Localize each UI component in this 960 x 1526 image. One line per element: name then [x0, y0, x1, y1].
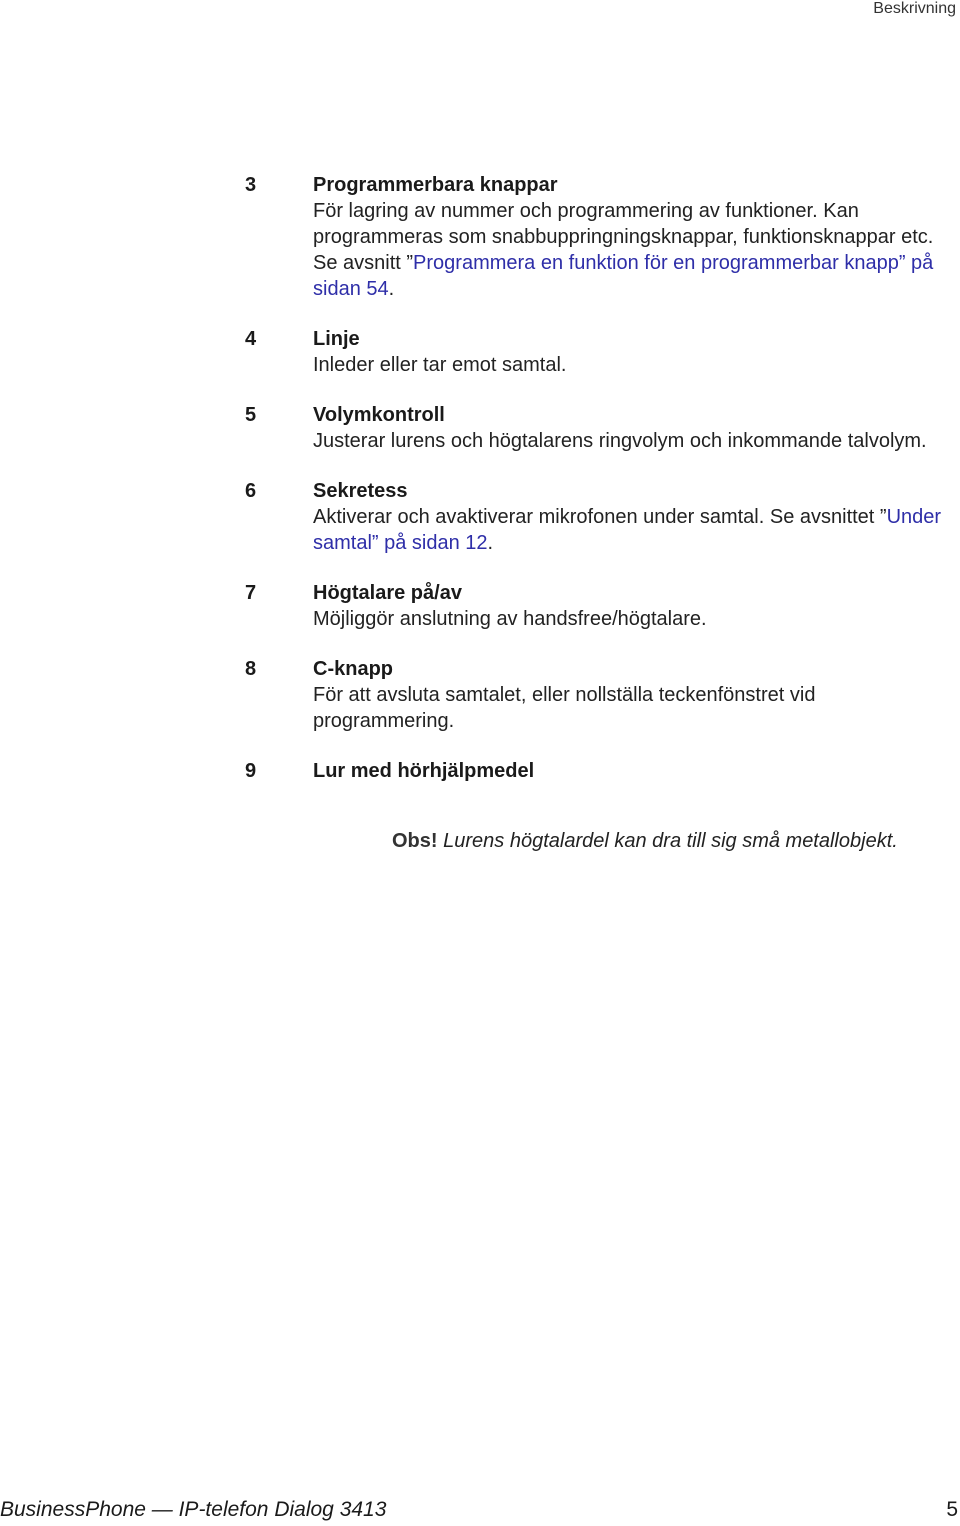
- item-description: Möjliggör anslutning av handsfree/högtalare.: [313, 608, 707, 630]
- item-title: Sekretess: [313, 480, 408, 502]
- list-item: [245, 326, 945, 378]
- item-description: Inleder eller tar emot samtal.: [313, 354, 567, 376]
- item-body: [313, 478, 945, 556]
- item-body: [313, 402, 945, 454]
- item-number: 3: [245, 174, 257, 196]
- item-body: [313, 758, 945, 784]
- item-title: Lur med hörhjälpmedel: [313, 760, 535, 782]
- item-number: 6: [245, 480, 257, 502]
- item-description-end: .: [487, 532, 494, 554]
- list-item: [245, 172, 945, 302]
- list-item: [245, 656, 945, 734]
- item-title: C-knapp: [313, 658, 393, 680]
- item-description: [313, 198, 945, 302]
- footer-title: BusinessPhone — IP-telefon Dialog 3413: [0, 1498, 387, 1521]
- note-label: Obs!: [392, 830, 438, 852]
- item-number: 8: [245, 658, 257, 680]
- page-footer: [0, 1496, 958, 1524]
- item-body: [313, 656, 945, 734]
- note-text: Lurens högtalardel kan dra till sig små metallobjekt.: [443, 830, 898, 852]
- item-description-text: Aktiverar och avaktiverar mikrofonen under samtal. Se avsnittet ”: [313, 506, 887, 528]
- item-description: Justerar lurens och högtalarens ringvolym och inkommande talvolym.: [313, 430, 927, 452]
- item-number: 4: [245, 328, 257, 350]
- item-description-text: För lagring av nummer och programmering av funktioner. Kan programmeras som snabbuppringningsknappar, funktionsknappar etc. Se avsnitt ”: [313, 200, 934, 274]
- item-body: [313, 580, 945, 632]
- cross-reference-link[interactable]: Under samtal” på sidan 12: [313, 506, 942, 554]
- cross-reference-link[interactable]: Programmera en funktion för en programmerbar knapp” på sidan 54: [313, 252, 934, 300]
- list-item: [245, 402, 945, 454]
- item-title: Högtalare på/av: [313, 582, 462, 604]
- item-description-end: .: [388, 278, 395, 300]
- page-number: 5: [946, 1498, 958, 1521]
- item-body: [313, 172, 945, 302]
- item-description: [313, 504, 945, 556]
- item-title: Programmerbara knappar: [313, 174, 558, 196]
- note: [392, 828, 898, 854]
- item-body: [313, 326, 945, 378]
- list-item: [245, 758, 945, 784]
- item-number: 9: [245, 760, 257, 782]
- item-number: 5: [245, 404, 257, 426]
- item-description: För att avsluta samtalet, eller nollställa teckenfönstret vid programmering.: [313, 684, 816, 732]
- list-item: [245, 478, 945, 556]
- item-list: [245, 172, 945, 808]
- list-item: [245, 580, 945, 632]
- item-title: Volymkontroll: [313, 404, 445, 426]
- item-number: 7: [245, 582, 257, 604]
- item-title: Linje: [313, 328, 360, 350]
- running-header: Beskrivning: [873, 0, 956, 17]
